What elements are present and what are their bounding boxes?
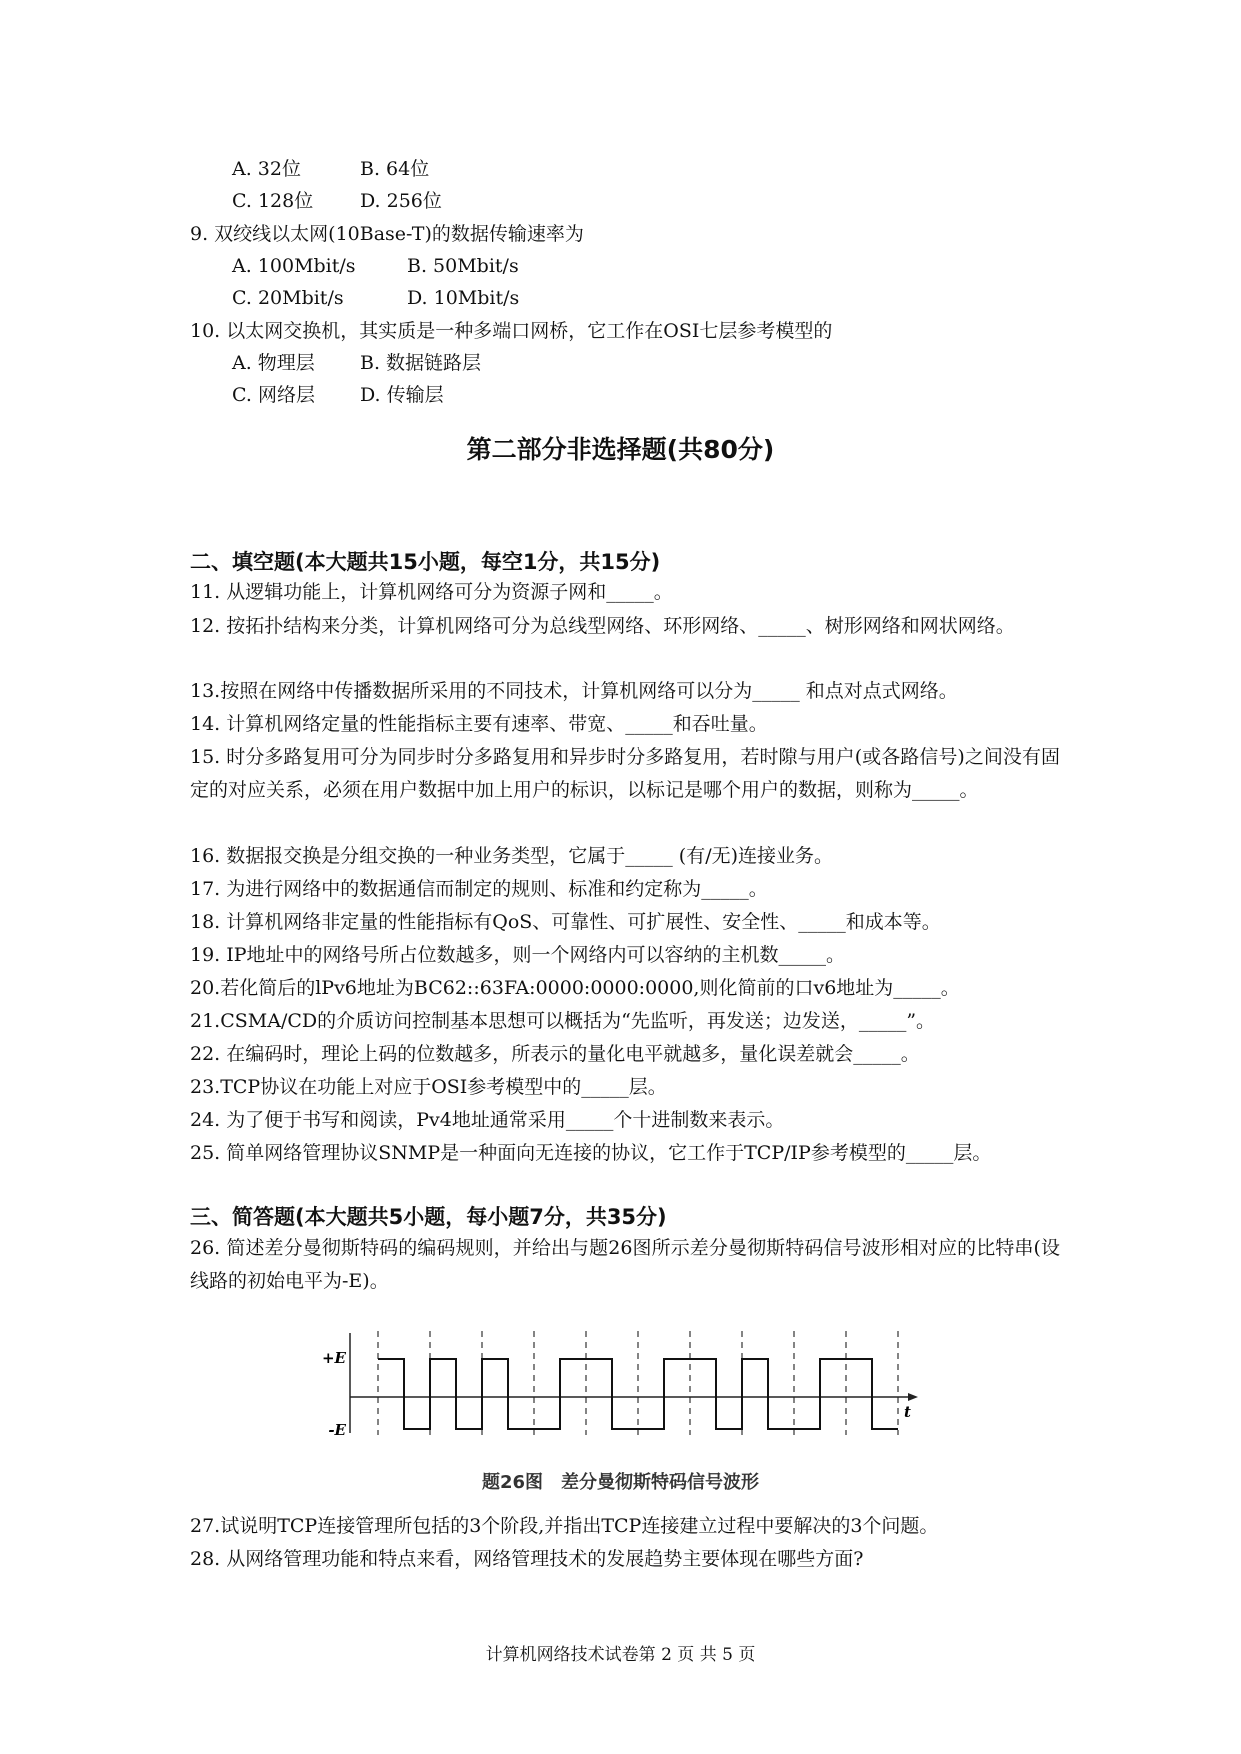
fill-question-12: 12. 按拓扑结构来分类，计算机网络可分为总线型网络、环形网络、_____、树形网络和网状网络。	[190, 615, 1015, 637]
q10-option-d: D. 传输层	[360, 384, 444, 406]
fill-question-23: 23.TCP协议在功能上对应于OSI参考模型中的_____层。	[190, 1076, 667, 1098]
q8-option-c: C. 128位	[232, 190, 314, 212]
figure-caption: 题26图 差分曼彻斯特码信号波形	[481, 1472, 760, 1493]
q9-option-c: C. 20Mbit/s	[232, 287, 344, 309]
short-question-26: 26. 简述差分曼彻斯特码的编码规则，并给出与题26图所示差分曼彻斯特码信号波形相对应的比特串(设线路的初始电平为-E)。	[190, 1237, 1060, 1292]
fill-question-13: 13.按照在网络中传播数据所采用的不同技术，计算机网络可以分为_____ 和点对点式网络。	[190, 680, 958, 702]
q8-option-d: D. 256位	[360, 190, 442, 212]
q10-option-a: A. 物理层	[232, 352, 315, 374]
q10-option-c: C. 网络层	[232, 384, 315, 406]
fill-question-19: 19. IP地址中的网络号所占位数越多，则一个网络内可以容纳的主机数_____。	[190, 944, 846, 966]
short-question-27: 27.试说明TCP连接管理所包括的3个阶段,并指出TCP连接建立过程中要解决的3个问题。	[190, 1515, 939, 1537]
q9-option-a: A. 100Mbit/s	[232, 255, 356, 277]
part2-title: 第二部分非选择题(共80分)	[466, 435, 775, 464]
fill-question-18: 18. 计算机网络非定量的性能指标有QoS、可靠性、可扩展性、安全性、_____和成本等。	[190, 911, 941, 933]
q9-stem: 9. 双绞线以太网(10Base-T)的数据传输速率为	[190, 223, 584, 245]
waveform-figure	[320, 1325, 920, 1440]
fill-question-24: 24. 为了便于书写和阅读，Pv4地址通常采用_____个十进制数来表示。	[190, 1109, 785, 1131]
label-high: +E	[321, 1349, 346, 1367]
fill-question-16: 16. 数据报交换是分组交换的一种业务类型，它属于_____ (有/无)连接业务。	[190, 845, 834, 867]
q10-option-b: B. 数据链路层	[360, 352, 482, 374]
q9-options-row2	[232, 285, 520, 311]
q9-options-row1	[232, 253, 519, 279]
fill-question-11: 11. 从逻辑功能上，计算机网络可分为资源子网和_____。	[190, 581, 673, 603]
label-low: -E	[328, 1421, 346, 1439]
fill-question-25: 25. 简单网络管理协议SNMP是一种面向无连接的协议，它工作于TCP/IP参考模型的_____层。	[190, 1142, 992, 1164]
q9-option-b: B. 50Mbit/s	[407, 255, 519, 277]
short-question-28: 28. 从网络管理功能和特点来看，网络管理技术的发展趋势主要体现在哪些方面?	[190, 1548, 864, 1570]
q9-option-d: D. 10Mbit/s	[407, 287, 520, 309]
q8-option-b: B. 64位	[360, 158, 430, 180]
fill-question-17: 17. 为进行网络中的数据通信而制定的规则、标准和约定称为_____。	[190, 878, 768, 900]
q10-options-row2	[232, 382, 444, 408]
q8-option-a: A. 32位	[232, 158, 301, 180]
fill-question-15: 15. 时分多路复用可分为同步时分多路复用和异步时分多路复用，若时隙与用户(或各路信号)之间没有固定的对应关系，必须在用户数据中加上用户的标识，以标记是哪个用户的数据，则称为_____。	[190, 746, 1060, 801]
fill-question-21: 21.CSMA/CD的介质访问控制基本思想可以概括为“先监听，再发送；边发送，_____”。	[190, 1010, 936, 1032]
q10-options-row1	[232, 350, 482, 376]
label-time: t	[904, 1403, 911, 1421]
section2-title: 二、填空题(本大题共15小题，每空1分，共15分)	[190, 550, 661, 574]
section3-title: 三、简答题(本大题共5小题，每小题7分，共35分)	[190, 1205, 667, 1229]
time-axis-arrow	[908, 1393, 918, 1401]
q10-stem: 10. 以太网交换机，其实质是一种多端口网桥，它工作在OSI七层参考模型的	[190, 320, 833, 342]
q8-options-row2	[232, 188, 442, 214]
q8-options-row1	[232, 156, 430, 182]
page-footer: 计算机网络技术试卷第 2 页 共 5 页	[485, 1645, 756, 1665]
fill-question-20: 20.若化简后的lPv6地址为BC62::63FA:0000:0000:0000,则化简前的口v6地址为_____。	[190, 977, 960, 999]
fill-question-22: 22. 在编码时，理论上码的位数越多，所表示的量化电平就越多，量化误差就会_____。	[190, 1043, 920, 1065]
fill-question-14: 14. 计算机网络定量的性能指标主要有速率、带宽、_____和吞吐量。	[190, 713, 768, 735]
